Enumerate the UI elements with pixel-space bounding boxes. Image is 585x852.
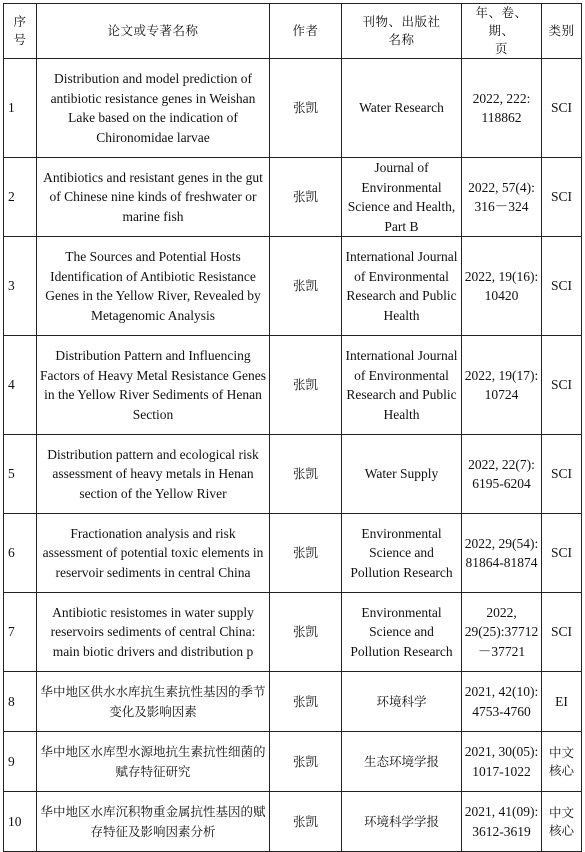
table-body [4,59,582,852]
cell-journal: Environmental Science and Pollution Research [342,514,462,593]
cell-category: SCI [542,514,582,593]
cell-no: 8 [4,672,37,732]
cell-no: 1 [4,59,37,158]
cell-author: 张凯 [270,336,342,435]
table-row [4,59,582,158]
cell-volume: 2022, 222: 118862 [462,59,542,158]
table-row [4,237,582,336]
cell-category: SCI [542,237,582,336]
cell-journal: Water Research [342,59,462,158]
cell-volume: 2022, 57(4): 316－324 [462,158,542,237]
cell-no: 9 [4,732,37,792]
cell-journal: 环境科学 [342,672,462,732]
cell-no: 4 [4,336,37,435]
table-row [4,435,582,514]
cell-author: 张凯 [270,672,342,732]
cell-volume: 2021, 41(09): 3612-3619 [462,792,542,852]
cell-title: Distribution pattern and ecological risk assessment of heavy metals in Henan section of the Yellow River [37,435,270,514]
cell-title: Distribution and model prediction of antibiotic resistance genes in Weishan Lake based on the indication of Chironomidae larvae [37,59,270,158]
cell-no: 6 [4,514,37,593]
cell-journal: Environmental Science and Pollution Research [342,593,462,672]
cell-title: The Sources and Potential Hosts Identification of Antibiotic Resistance Genes in the Yellow River, Revealed by Metagenomic Analysis [37,237,270,336]
cell-no: 3 [4,237,37,336]
cell-author: 张凯 [270,514,342,593]
cell-journal: 环境科学学报 [342,792,462,852]
cell-author: 张凯 [270,59,342,158]
cell-volume: 2022, 29(54): 81864-81874 [462,514,542,593]
cell-title: Antibiotics and resistant genes in the gut of Chinese nine kinds of freshwater or marine fish [37,158,270,237]
cell-category: SCI [542,435,582,514]
cell-author: 张凯 [270,237,342,336]
cell-no: 5 [4,435,37,514]
cell-journal: Water Supply [342,435,462,514]
cell-journal: International Journal of Environmental Research and Public Health [342,336,462,435]
header-no: 序 号 [4,4,37,59]
header-author: 作者 [270,4,342,59]
cell-author: 张凯 [270,435,342,514]
publications-table [3,3,582,852]
cell-volume: 2021, 42(10): 4753-4760 [462,672,542,732]
cell-category: 中文核心 [542,732,582,792]
cell-category: SCI [542,59,582,158]
table-row [4,158,582,237]
cell-no: 7 [4,593,37,672]
cell-journal: 生态环境学报 [342,732,462,792]
table-row [4,593,582,672]
cell-no: 10 [4,792,37,852]
cell-volume: 2022, 19(16): 10420 [462,237,542,336]
table-row [4,336,582,435]
cell-journal: Journal of Environmental Science and Health, Part B [342,158,462,237]
cell-title: 华中地区水库沉积物重金属抗性基因的赋存特征及影响因素分析 [37,792,270,852]
header-title: 论文或专著名称 [37,4,270,59]
cell-volume: 2022, 29(25):37712－37721 [462,593,542,672]
table-row [4,792,582,852]
header-category: 类别 [542,4,582,59]
cell-author: 张凯 [270,158,342,237]
cell-journal: International Journal of Environmental Research and Public Health [342,237,462,336]
cell-category: SCI [542,336,582,435]
cell-author: 张凯 [270,593,342,672]
cell-author: 张凯 [270,792,342,852]
header-volume: 年、卷、期、 页 [462,4,542,59]
cell-volume: 2022, 19(17): 10724 [462,336,542,435]
table-row [4,672,582,732]
cell-category: SCI [542,593,582,672]
cell-category: SCI [542,158,582,237]
cell-category: EI [542,672,582,732]
table-row [4,514,582,593]
cell-volume: 2022, 22(7): 6195-6204 [462,435,542,514]
cell-title: Fractionation analysis and risk assessment of potential toxic elements in reservoir sediments in central China [37,514,270,593]
cell-no: 2 [4,158,37,237]
cell-title: Antibiotic resistomes in water supply reservoirs sediments of central China: main biotic drivers and distribution p [37,593,270,672]
cell-title: 华中地区供水水库抗生素抗性基因的季节变化及影响因素 [37,672,270,732]
header-journal: 刊物、出版社 名称 [342,4,462,59]
header-row [4,4,582,59]
cell-volume: 2021, 30(05): 1017-1022 [462,732,542,792]
cell-category: 中文核心 [542,792,582,852]
cell-title: Distribution Pattern and Influencing Factors of Heavy Metal Resistance Genes in the Yellow River Sediments of Henan Section [37,336,270,435]
cell-author: 张凯 [270,732,342,792]
table-row [4,732,582,792]
cell-title: 华中地区水库型水源地抗生素抗性细菌的赋存特征研究 [37,732,270,792]
